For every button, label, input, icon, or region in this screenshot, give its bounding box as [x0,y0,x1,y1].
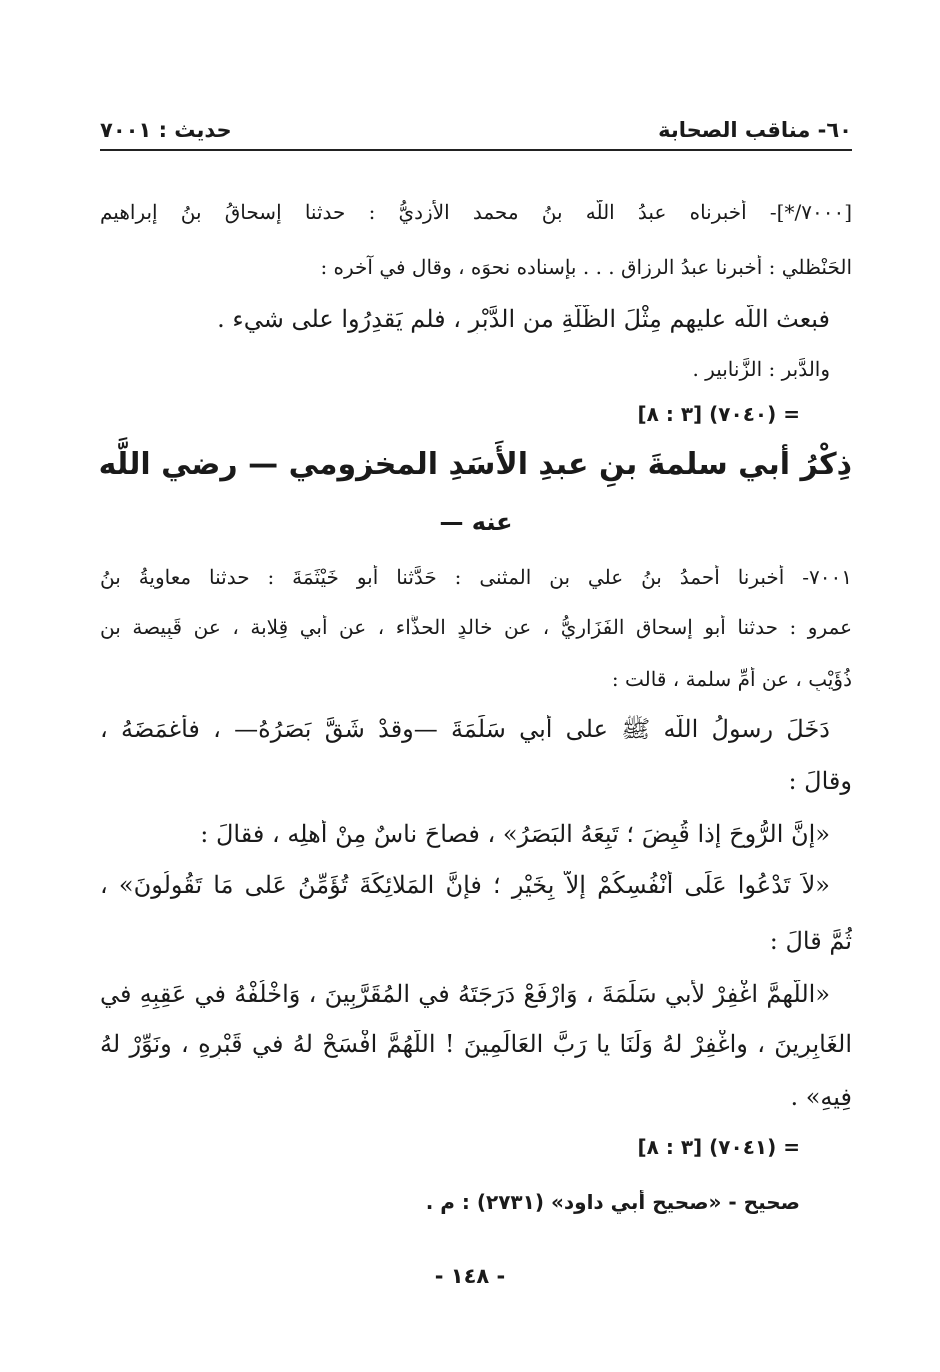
page-header [100,112,852,142]
text-line: عمرو : حدثنا أبو إسحاق الفَزَاريُّ ، عن خالدٍ الحذَّاء ، عن أبي قِلابة ، عن قَبِيصة بن [100,615,852,639]
text-line: «لاَ تَدْعُوا عَلَى أَنْفُسِكُمْ إلاَّ بِخَيْرٍ ؛ فإنَّ المَلائِكَةَ تُؤَمِّنُ عَلى مَا تَقُولُونَ» ، [100,871,830,899]
text-line: فِيهِ» . [790,1083,852,1111]
cross-reference: = (٧٠٤١) [٣ : ٨] [637,1135,800,1159]
cross-reference: = (٧٠٤٠) [٣ : ٨] [637,402,800,426]
text-line: دَخَلَ رسولُ اللَّه ﷺ على أبي سَلَمَةَ —وقدْ شَقَّ بَصَرُهُ— ، فأغمَضَهُ ، [100,715,830,743]
text-line: ٧٠٠١- أخبرنا أحمدُ بنُ علي بنِ المثنى : حَدَّثنا أبو خَيْثَمَةَ : حدثنا معاويةُ بنُ [100,565,852,589]
text-line: الحَنْظلي : أخبرنا عبدُ الرزاق . . . بإسناده نحوَه ، وقال في آخره : [320,255,852,279]
text-line: ذُؤَيْبٍ ، عن أمِّ سلمة ، قالت : [611,667,852,691]
text-line: والدَّبر : الزَّنابير . [692,357,830,381]
text-line: «إنَّ الرُّوحَ إذا قُبِضَ ؛ تَبِعَهُ البَصَرُ» ، فصاحَ ناسٌ مِنْ أهلِه ، فقالَ : [200,820,830,848]
section-title: ذِكْرُ أبي سلمةَ بنِ عبدِ الأَسَدِ المخزومي — رضي اللَّه [98,447,852,482]
grading-note: صحيح - «صحيح أبي داود» (٢٧٣١) : م . [425,1190,800,1214]
text-line: «اللَّهمَّ اغْفِرْ لأبي سَلَمَةَ ، وَارْفَعْ دَرَجَتَهُ في المُقَرَّبِينَ ، وَاخْلُفْهُ في عَقِبِهِ في [100,980,830,1008]
section-title-continuation: عنه — [439,508,513,536]
text-line: فبعث اللَّه عليهم مِثْلَ الظُّلَّةِ من الدَّبْرِ ، فلم يَقدِرُوا على شيء . [217,305,830,333]
page-number: - ١٤٨ - [434,1264,506,1288]
text-line: ثُمَّ قالَ : [769,927,852,955]
header-rule [100,149,852,151]
hadith-reference: حديث : ٧٠٠١ [100,118,232,142]
text-line: وقالَ : [788,767,852,795]
chapter-title: ٦٠- مناقب الصحابة [658,118,852,142]
text-line: الغَابِرِينَ ، واغْفِرْ لهُ وَلَنَا يا رَبَّ العَالَمِينَ ! اللَّهُمَّ افْسَحْ لهُ في قَبْرِهِ ، ونَوِّرْ لهُ [100,1030,852,1058]
text-line: [٧٠٠٠/*]- أخبرناه عبدُ اللَّه بنُ محمد الأزديُّ : حدثنا إسحاقُ بنُ إبراهيم [100,200,852,224]
